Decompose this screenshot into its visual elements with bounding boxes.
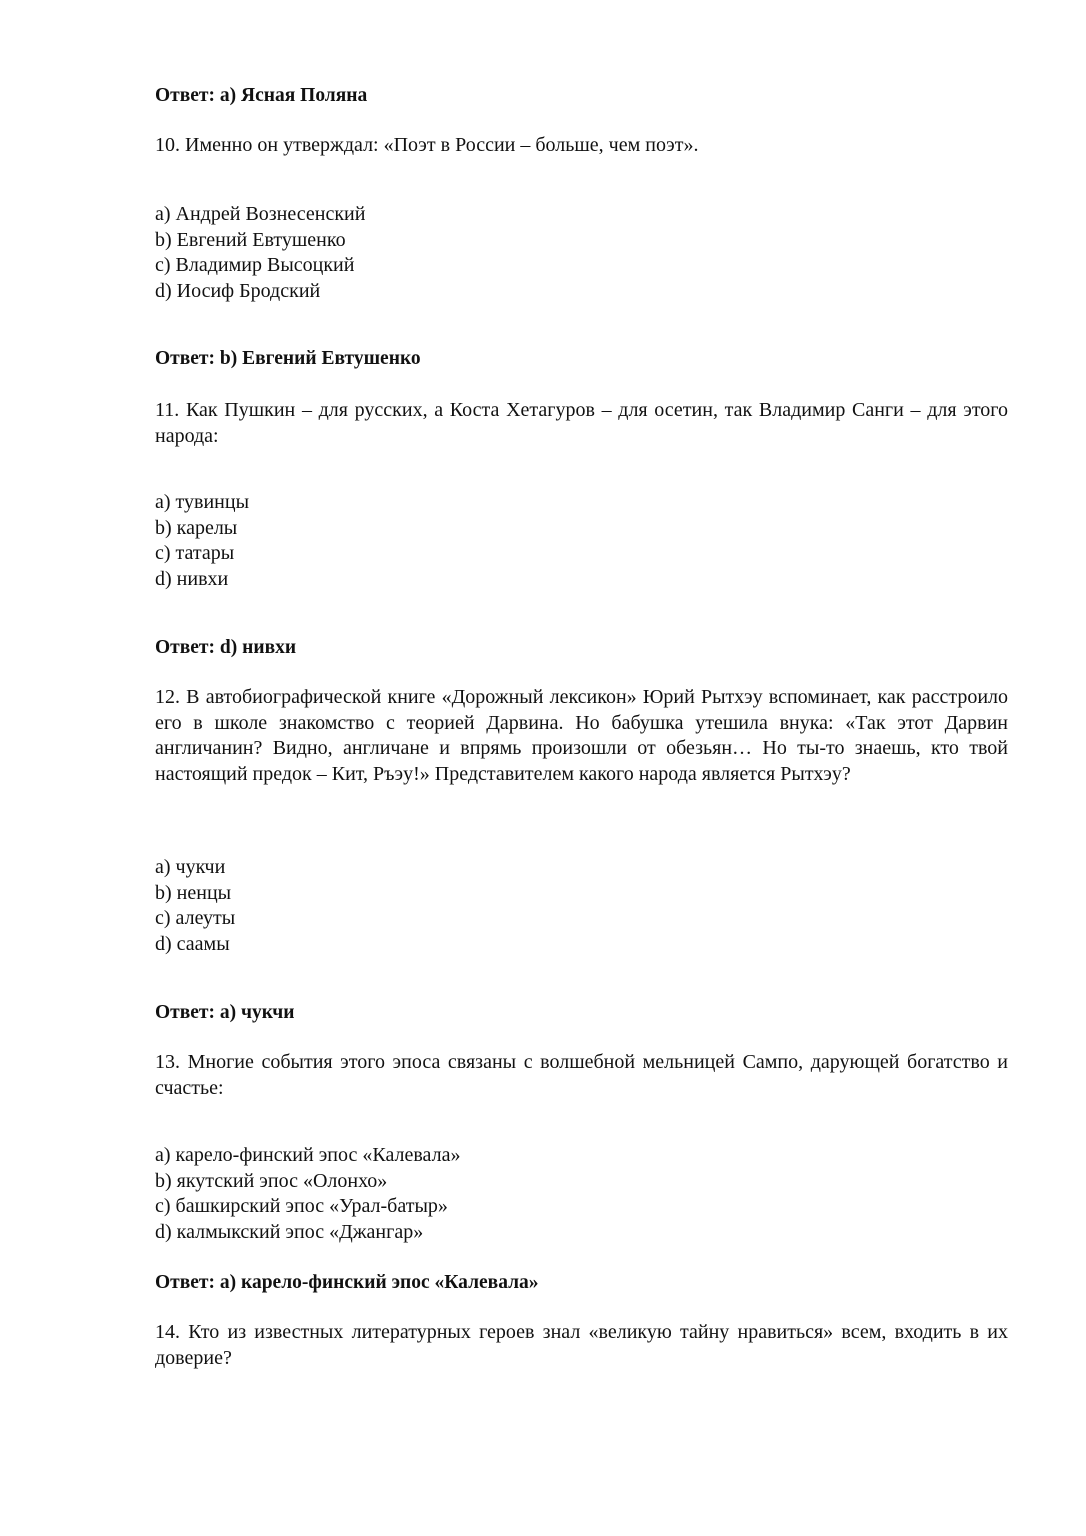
option-b: b) ненцы <box>155 881 232 904</box>
question-10-options <box>155 202 1008 304</box>
question-11-text: 11. Как Пушкин – для русских, а Коста Хетагуров – для осетин, так Владимир Санги – для этого народа: <box>155 399 1008 447</box>
question-11-options <box>155 490 1008 592</box>
answer-q10: Ответ: b) Евгений Евтушенко <box>155 348 421 369</box>
option-d: d) нивхи <box>155 567 229 590</box>
option-c: c) алеуты <box>155 907 236 929</box>
question-12-options <box>155 855 1008 957</box>
question-10-text: 10. Именно он утверждал: «Поэт в России – больше, чем поэт». <box>155 134 699 156</box>
option-d: d) калмыкский эпос «Джангар» <box>155 1220 424 1243</box>
question-14-text: 14. Кто из известных литературных героев знал «великую тайну нравиться» всем, входить в их доверие? <box>155 1321 1008 1369</box>
option-c: c) Владимир Высоцкий <box>155 254 355 276</box>
option-a: a) Андрей Вознесенский <box>155 203 366 225</box>
question-12-text: 12. В автобиографической книге «Дорожный лексикон» Юрий Рытхэу вспоминает, как расстроило его в школе знакомство с теорией Дарвина. Но бабушка утешила внука: «Так этот Дарвин англичанин? Видно, англичане и впрямь произошли от обезьян… Но ты-то знаешь, кто твой настоящий предок – Кит, Ръэу!» Представителем какого народа является Рытхэу? <box>155 686 1008 785</box>
option-c: c) башкирский эпос «Урал-батыр» <box>155 1195 448 1217</box>
answer-q9: Ответ: а) Ясная Поляна <box>155 85 368 106</box>
option-c: c) татары <box>155 542 235 564</box>
option-b: b) Евгений Евтушенко <box>155 228 346 251</box>
option-a: a) чукчи <box>155 856 226 878</box>
option-b: b) карелы <box>155 516 238 539</box>
question-13-options <box>155 1143 1008 1245</box>
option-b: b) якутский эпос «Олонхо» <box>155 1169 388 1192</box>
option-a: a) тувинцы <box>155 491 250 513</box>
answer-q13: Ответ: а) карело-финский эпос «Калевала» <box>155 1272 539 1293</box>
question-13-text: 13. Многие события этого эпоса связаны с волшебной мельницей Сампо, дарующей богатство и счастье: <box>155 1051 1008 1099</box>
option-d: d) саамы <box>155 932 230 955</box>
answer-q12: Ответ: а) чукчи <box>155 1002 295 1023</box>
answer-q11: Ответ: d) нивхи <box>155 637 297 658</box>
option-a: a) карело-финский эпос «Калевала» <box>155 1144 461 1166</box>
option-d: d) Иосиф Бродский <box>155 279 321 302</box>
